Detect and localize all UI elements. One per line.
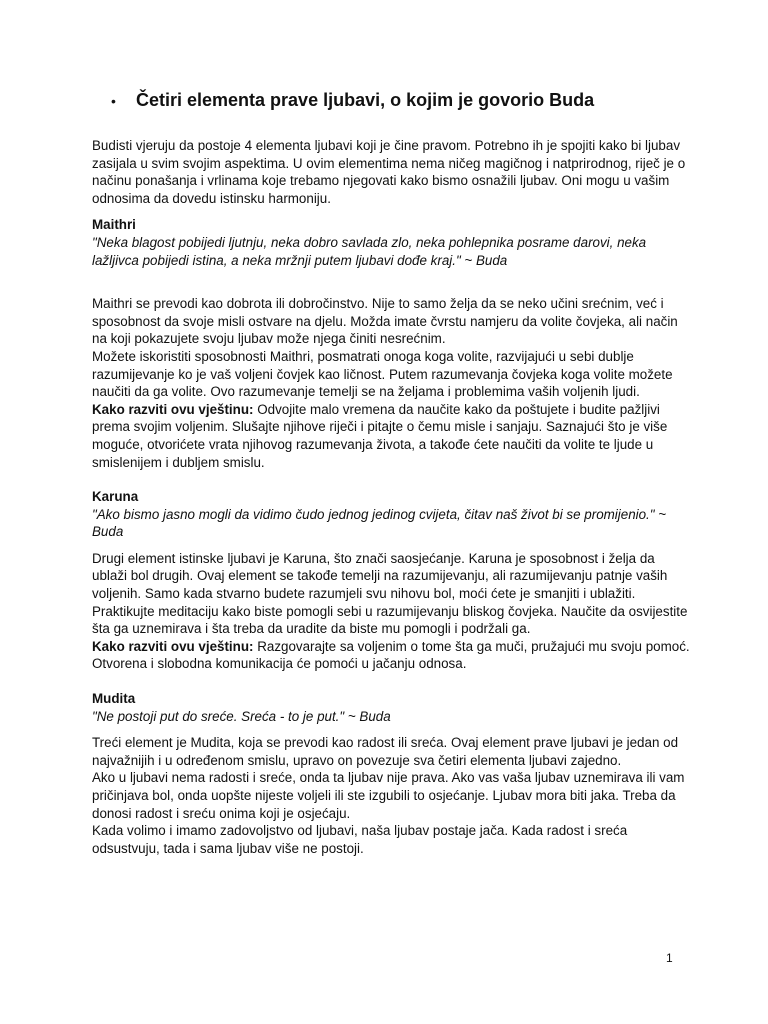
heading-row bbox=[111, 89, 711, 112]
how-text-maithri: Odvojite malo vremena da naučite kako da poštujete i budite pažljivi prema svojim voljenim. Slušajte njihove riječi i pitajte o čemu misle i sanjaju. Saznajući što je više moguće, otvorićete vrata njihovog razumevanja života, a takođe ćete naučiti da volite te ljude u smislenijem i dubljem smislu. bbox=[92, 401, 668, 470]
page-number: 1 bbox=[666, 951, 673, 965]
quote-maithri: "Neka blagost pobijedi ljutnju, neka dobro savlada zlo, neka pohlepnika posrame darovi, neka lažljivca pobijedi istina, a neka mržnji putem ljubavi dođe kraj." ~ Buda bbox=[92, 234, 647, 268]
page-title: Četiri elementa prave ljubavi, o kojim je govorio Buda bbox=[136, 90, 595, 110]
quote-mudita: "Ne postoji put do sreće. Sreća - to je put." ~ Buda bbox=[92, 708, 391, 724]
bullet-icon: • bbox=[111, 93, 116, 109]
paragraph-mudita-3: Kada volimo i imamo zadovoljstvo od ljubavi, naša ljubav postaje jača. Kada radost i sreća odsustvuju, tada i sama ljubav više ne postoji. bbox=[92, 823, 628, 856]
section-title-maithri: Maithri bbox=[92, 217, 136, 233]
section-title-mudita: Mudita bbox=[92, 691, 136, 707]
how-label-karuna: Kako razviti ovu vještinu: bbox=[92, 638, 254, 654]
paragraph-karuna-1: Drugi element istinske ljubavi je Karuna, što znači saosjećanje. Karuna je sposobnost i želja da ublaži bol drugih. Ovaj element se takođe temelji na razumijevanju, ali razumijevanju patnje vaših voljenih. Samo kada stvarno budete razumjeli svu nihovu bol, moći ćete je smanjiti i ublažiti. bbox=[92, 550, 668, 602]
section-title-karuna: Karuna bbox=[92, 489, 139, 505]
intro-paragraph: Budisti vjeruju da postoje 4 elementa ljubavi koji je čine pravom. Potrebno ih je spojiti kako bi ljubav zasijala u svim svojim aspektima. U ovim elementima nema ničeg magičnog i natprirodnog, riječ je o načinu ponašanja i vrlinama koje trebamo njegovati kako bismo osnažili ljubav. Oni mogu u vašim odnosima da dovedu istinsku harmoniju. bbox=[92, 138, 686, 206]
how-label-maithri: Kako razviti ovu vještinu: bbox=[92, 401, 254, 417]
paragraph-maithri-how bbox=[92, 401, 692, 471]
how-text-karuna: Razgovarajte sa voljenim o tome šta ga muči, pružajući mu svoju pomoć. Otvorena i slobodna komunikacija će pomoći u jačanju odnosa. bbox=[92, 638, 690, 672]
paragraph-karuna-2: Praktikujte meditaciju kako biste pomogli sebi u razumijevanju bliskog čovjeka. Naučite da osvijestite šta ga uznemirava i šta treba da uradite da biste mu pomogli i podržali ga. bbox=[92, 603, 688, 637]
document-body bbox=[92, 137, 692, 857]
paragraph-mudita-1: Treći element je Mudita, koja se prevodi kao radost ili sreća. Ovaj element prave ljubavi je jedan od najvažnijih i u određenom smislu, upravo on povezuje sva četiri elementa ljubavi zajedno. bbox=[92, 735, 679, 768]
paragraph-karuna-how bbox=[92, 638, 692, 673]
paragraph-maithri-1: Maithri se prevodi kao dobrota ili dobročinstvo. Nije to samo želja da se neko učini srećnim, već i sposobnost da svoje misli ostvare na djelu. Možda imate čvrstu namjeru da volite čovjeka, ali način na koji pokazujete svoju ljubav može njega činiti nesrećnim. bbox=[92, 296, 678, 347]
paragraph-maithri-2: Možete iskoristiti sposobnosti Maithri, posmatrati onoga koga volite, razvijajući u sebi dublje razumijevanje ko je vaš voljeni čovjek kao ličnost. Putem razumevanja čovjeka koga volite možete naučiti da ga volite. Ovo razumevanje temelji se na željama i problemima vaših voljenih ljudi. bbox=[92, 348, 673, 400]
paragraph-mudita-2: Ako u ljubavi nema radosti i sreće, onda ta ljubav nije prava. Ako vas vaša ljubav uznemirava ili vam pričinjava bol, onda uopšte nijeste voljeli ili ste izgubili to osjećanje. Ljubav mora biti jaka. Treba da donosi radost i sreću onima koji je osjećaju. bbox=[92, 770, 685, 821]
quote-karuna: "Ako bismo jasno mogli da vidimo čudo jednog jedinog cvijeta, čitav naš život bi se promijenio." ~ Buda bbox=[92, 506, 667, 540]
